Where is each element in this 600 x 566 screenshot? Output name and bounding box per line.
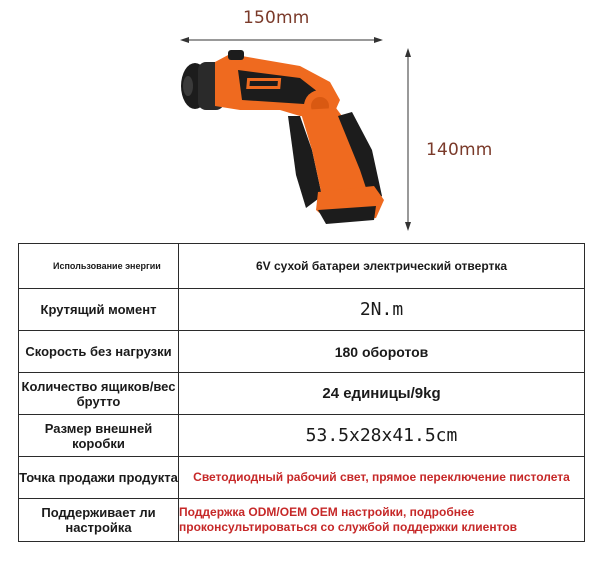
table-row <box>19 331 585 373</box>
product-figure <box>0 0 600 245</box>
spec-label-customization: Поддерживает ли настройка <box>19 499 179 542</box>
spec-label-quantity-weight: Количество ящиков/вес брутто <box>19 373 179 415</box>
spec-value-quantity-weight: 24 единицы/9kg <box>179 373 585 415</box>
spec-value-power: 6V сухой батареи электрический отвертка <box>179 244 585 289</box>
table-row <box>19 415 585 457</box>
spec-label-torque: Крутящий момент <box>19 289 179 331</box>
table-row <box>19 373 585 415</box>
table-row <box>19 499 585 542</box>
table-row <box>19 289 585 331</box>
height-dimension-label: 140mm <box>426 140 493 160</box>
spec-label-power: Использование энергии <box>19 244 179 289</box>
spec-value-box-size: 53.5x28x41.5cm <box>179 415 585 457</box>
table-row <box>19 244 585 289</box>
width-dimension-label: 150mm <box>243 8 310 28</box>
spec-label-selling-point: Точка продажи продукта <box>19 457 179 499</box>
screwdriver-image <box>0 0 600 245</box>
spec-value-speed: 180 оборотов <box>179 331 585 373</box>
spec-label-box-size: Размер внешней коробки <box>19 415 179 457</box>
spec-table <box>18 243 585 542</box>
spec-value-selling-point: Светодиодный рабочий свет, прямое переключение пистолета <box>179 457 585 499</box>
spec-label-speed: Скорость без нагрузки <box>19 331 179 373</box>
table-row <box>19 457 585 499</box>
spec-value-torque: 2N.m <box>179 289 585 331</box>
spec-value-customization: Поддержка ODM/OEM OEM настройки, подробнее проконсультироваться со службой поддержки клиентов <box>179 499 585 542</box>
